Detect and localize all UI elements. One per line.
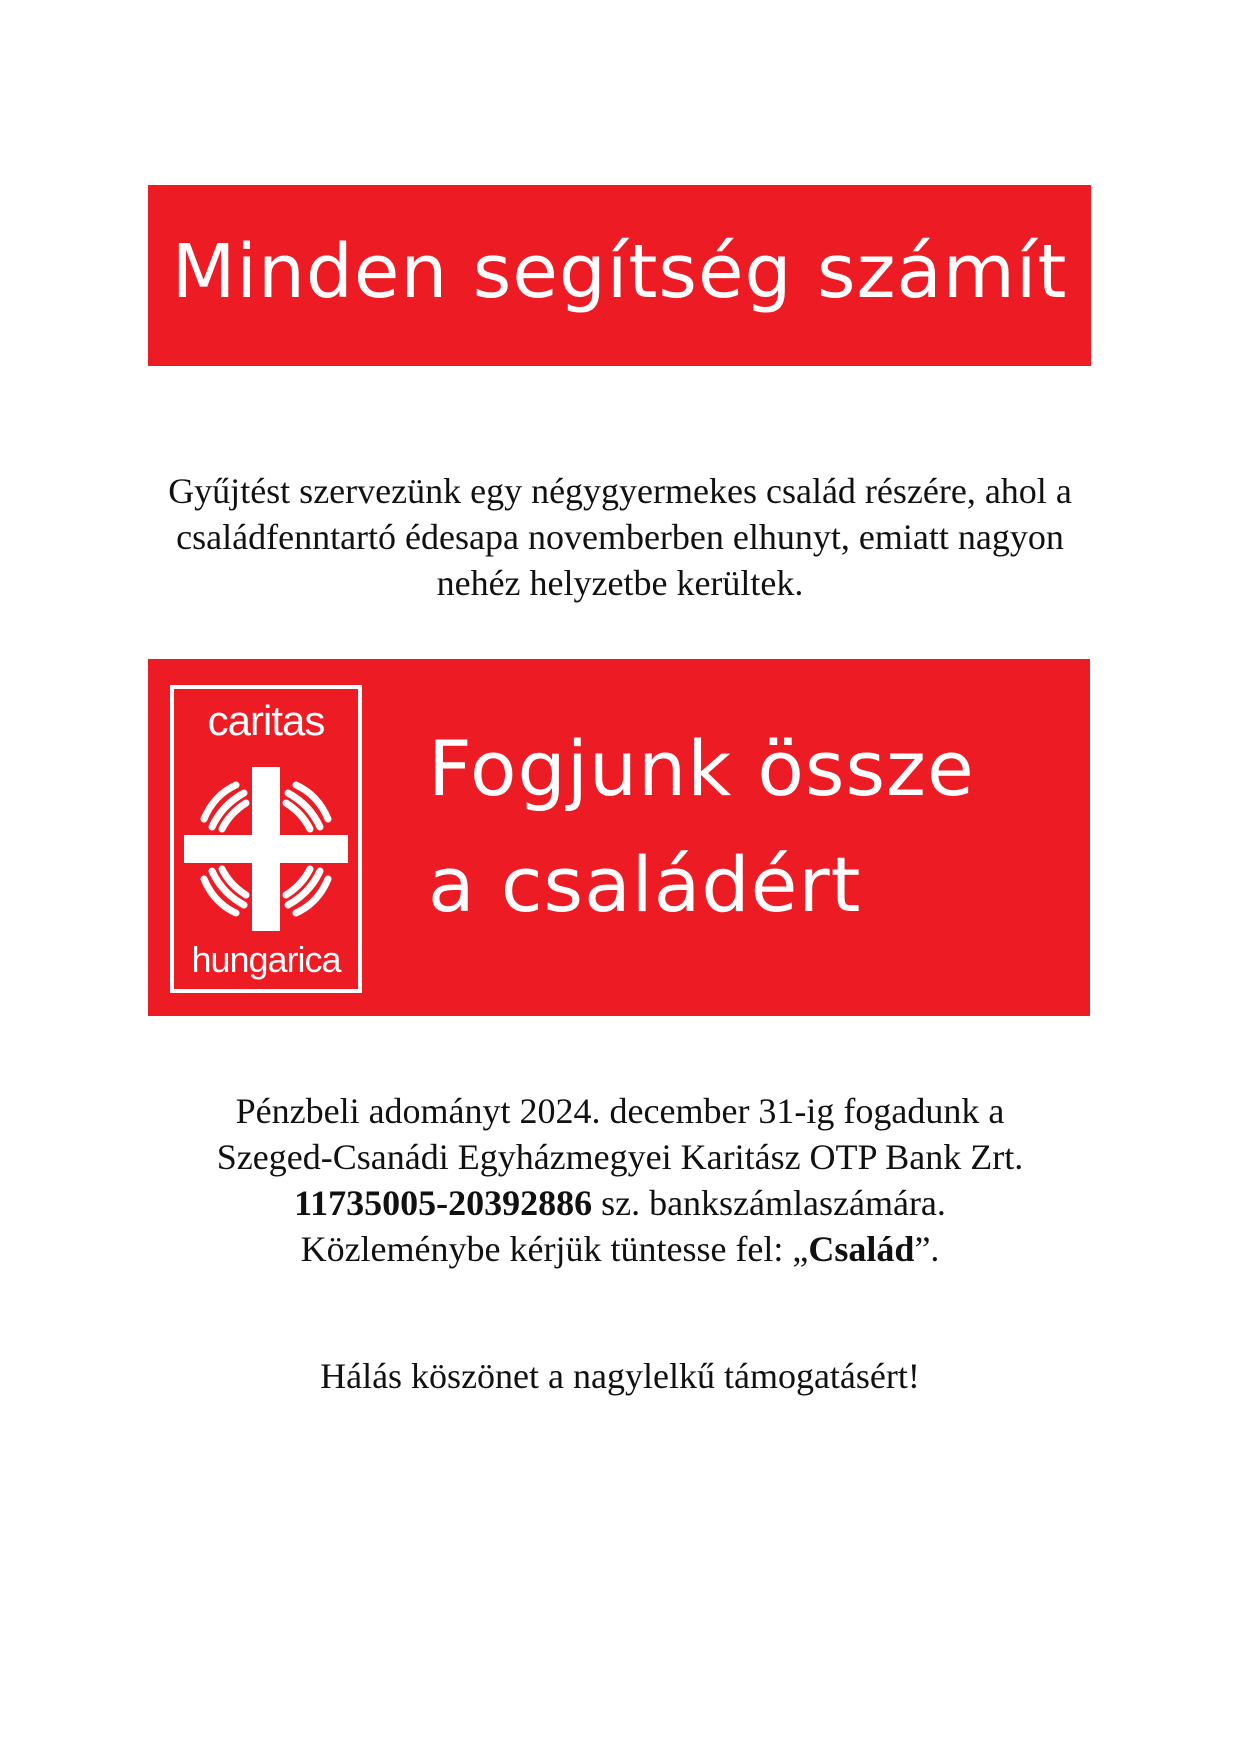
donation-line: Pénzbeli adományt 2024. december 31-ig fogadunk a: [235, 1091, 1005, 1131]
memo-value: Család: [808, 1229, 915, 1269]
slogan-line: a családért: [428, 840, 862, 929]
intro-line: nehéz helyzetbe kerültek.: [436, 563, 804, 603]
logo-top-text: caritas: [207, 697, 325, 744]
bank-account-number: 11735005-20392886: [294, 1183, 593, 1223]
account-suffix: sz. bankszámlaszámára.: [592, 1183, 946, 1223]
top-banner: [148, 185, 1091, 366]
donation-memo-line: [100, 1226, 1140, 1272]
thanks-text: Hálás köszönet a nagylelkű támogatásért!: [320, 1356, 920, 1396]
memo-suffix: ”.: [914, 1229, 940, 1269]
intro-paragraph: [100, 468, 1140, 606]
donation-paragraph: [100, 1088, 1140, 1272]
caritas-cross-icon: [184, 767, 348, 931]
donation-line: Szeged-Csanádi Egyházmegyei Karitász OTP Bank Zrt.: [216, 1137, 1024, 1177]
memo-prefix: Közleménybe kérjük tüntesse fel: „: [300, 1229, 809, 1269]
intro-line: családfenntartó édesapa novemberben elhunyt, emiatt nagyon: [176, 517, 1064, 557]
top-banner-title: Minden segítség számít: [171, 228, 1068, 315]
slogan-text: [428, 711, 1068, 943]
caritas-hungarica-logo: [170, 685, 362, 993]
slogan-line: Fogjunk össze: [428, 724, 975, 813]
logo-bottom-text: hungarica: [191, 939, 341, 980]
intro-line: Gyűjtést szervezünk egy négygyermekes család részére, ahol a: [168, 471, 1072, 511]
donation-account-line: [100, 1180, 1140, 1226]
slogan-banner: [148, 659, 1090, 1016]
